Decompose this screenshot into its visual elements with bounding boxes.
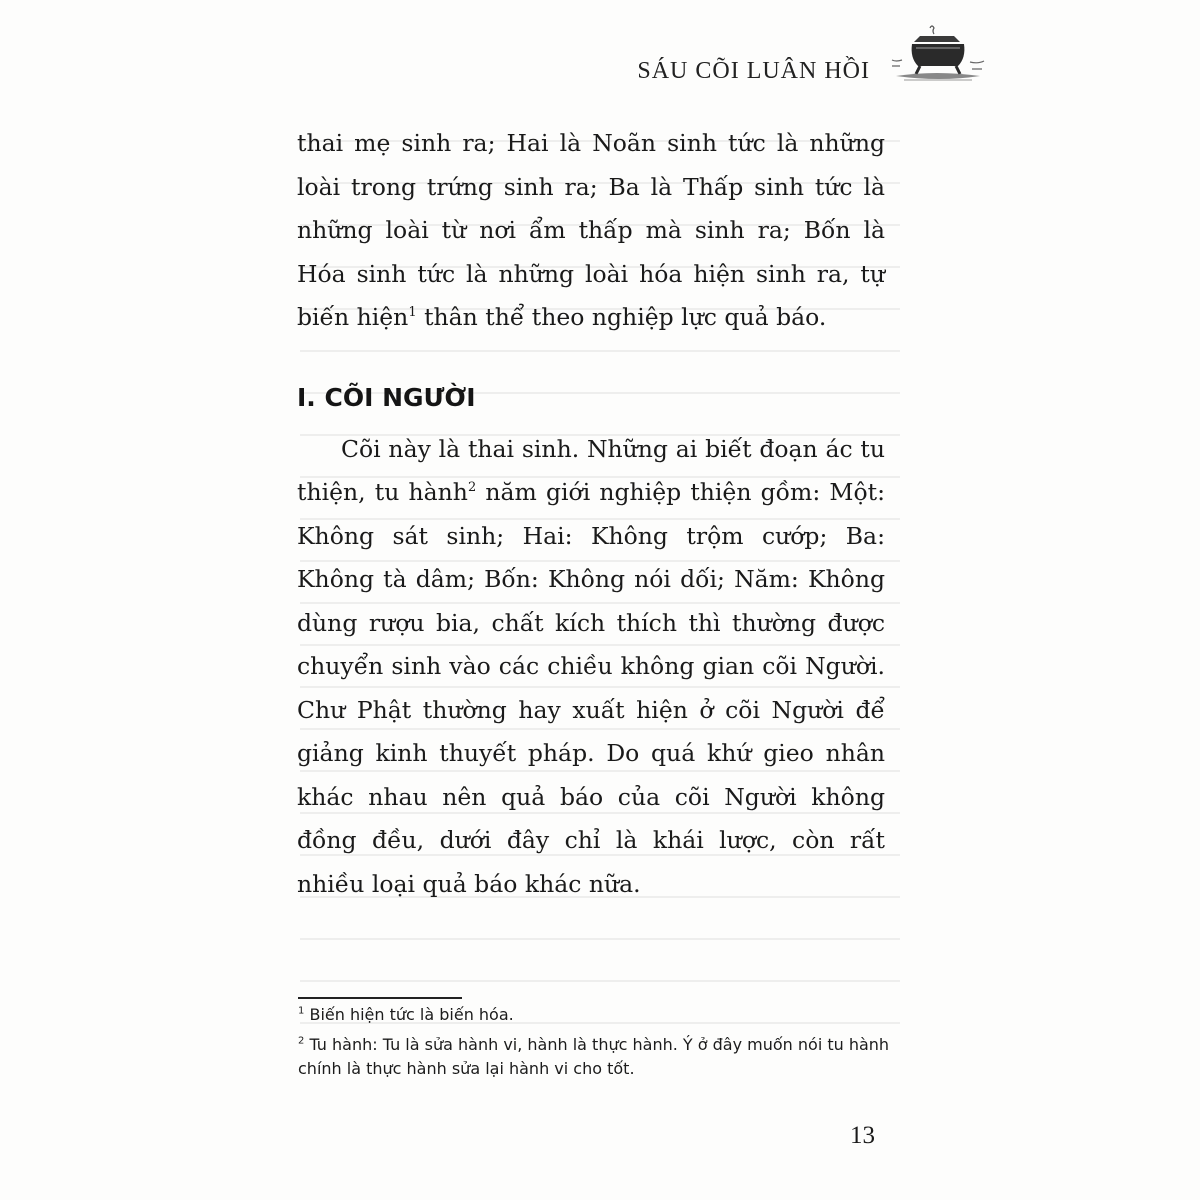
section-heading: I. CÕI NGƯỜI — [297, 382, 476, 412]
footnote-mark: 1 — [298, 1005, 305, 1017]
footnote-text: Tu hành: Tu là sửa hành vi, hành là thực hành. Ý ở đây muốn nói tu hành chính là thực hành sửa lại hành vi cho tốt. — [298, 1035, 890, 1078]
paragraph-text: thai mẹ sinh ra; Hai là Noãn sinh tức là những loài trong trứng sinh ra; Ba là Thấp sinh tức là những loài từ nơi ẩm thấp mà sinh ra; Bốn là Hóa sinh tức là những loài hóa hiện sinh ra, tự biến hiện — [297, 129, 885, 331]
paragraph-continued — [297, 122, 885, 340]
paragraph — [297, 428, 885, 907]
footnote-text: Biến hiện tức là biến hóa. — [304, 1005, 514, 1024]
incense-burner-icon — [890, 22, 985, 84]
main-text — [297, 122, 885, 906]
paragraph-text: năm giới nghiệp thiện gồm: Một: Không sát sinh; Hai: Không trộm cướp; Ba: Không tà dâm; Bốn: Không nói dối; Năm: Không dùng rượu bia, chất kích thích thì thường được chuyển sinh vào các chiều không gian cõi Người. Chư Phật thường hay xuất hiện ở cõi Người để giảng kinh thuyết pháp. Do quá khứ gieo nhân khác nhau nên quả báo của cõi Người không đồng đều, dưới đây chỉ là khái lược, còn rất nhiều loại quả báo khác nữa. — [297, 478, 885, 898]
footnote-mark: 2 — [298, 1035, 305, 1047]
footnote-ref: 1 — [408, 305, 417, 321]
page-number: 13 — [850, 1122, 875, 1149]
paragraph-text: thân thể theo nghiệp lực quả báo. — [416, 303, 827, 331]
footnote-divider — [298, 997, 462, 999]
footnotes — [298, 1001, 898, 1087]
running-header: SÁU CÕI LUÂN HỒI — [637, 58, 870, 84]
paragraph-text: Cõi này là thai sinh. Những ai biết đoạn ác tu thiện, tu hành — [297, 434, 885, 506]
footnote-1 — [298, 1003, 898, 1027]
footnote-2 — [298, 1033, 898, 1081]
footnote-ref: 2 — [467, 480, 477, 496]
